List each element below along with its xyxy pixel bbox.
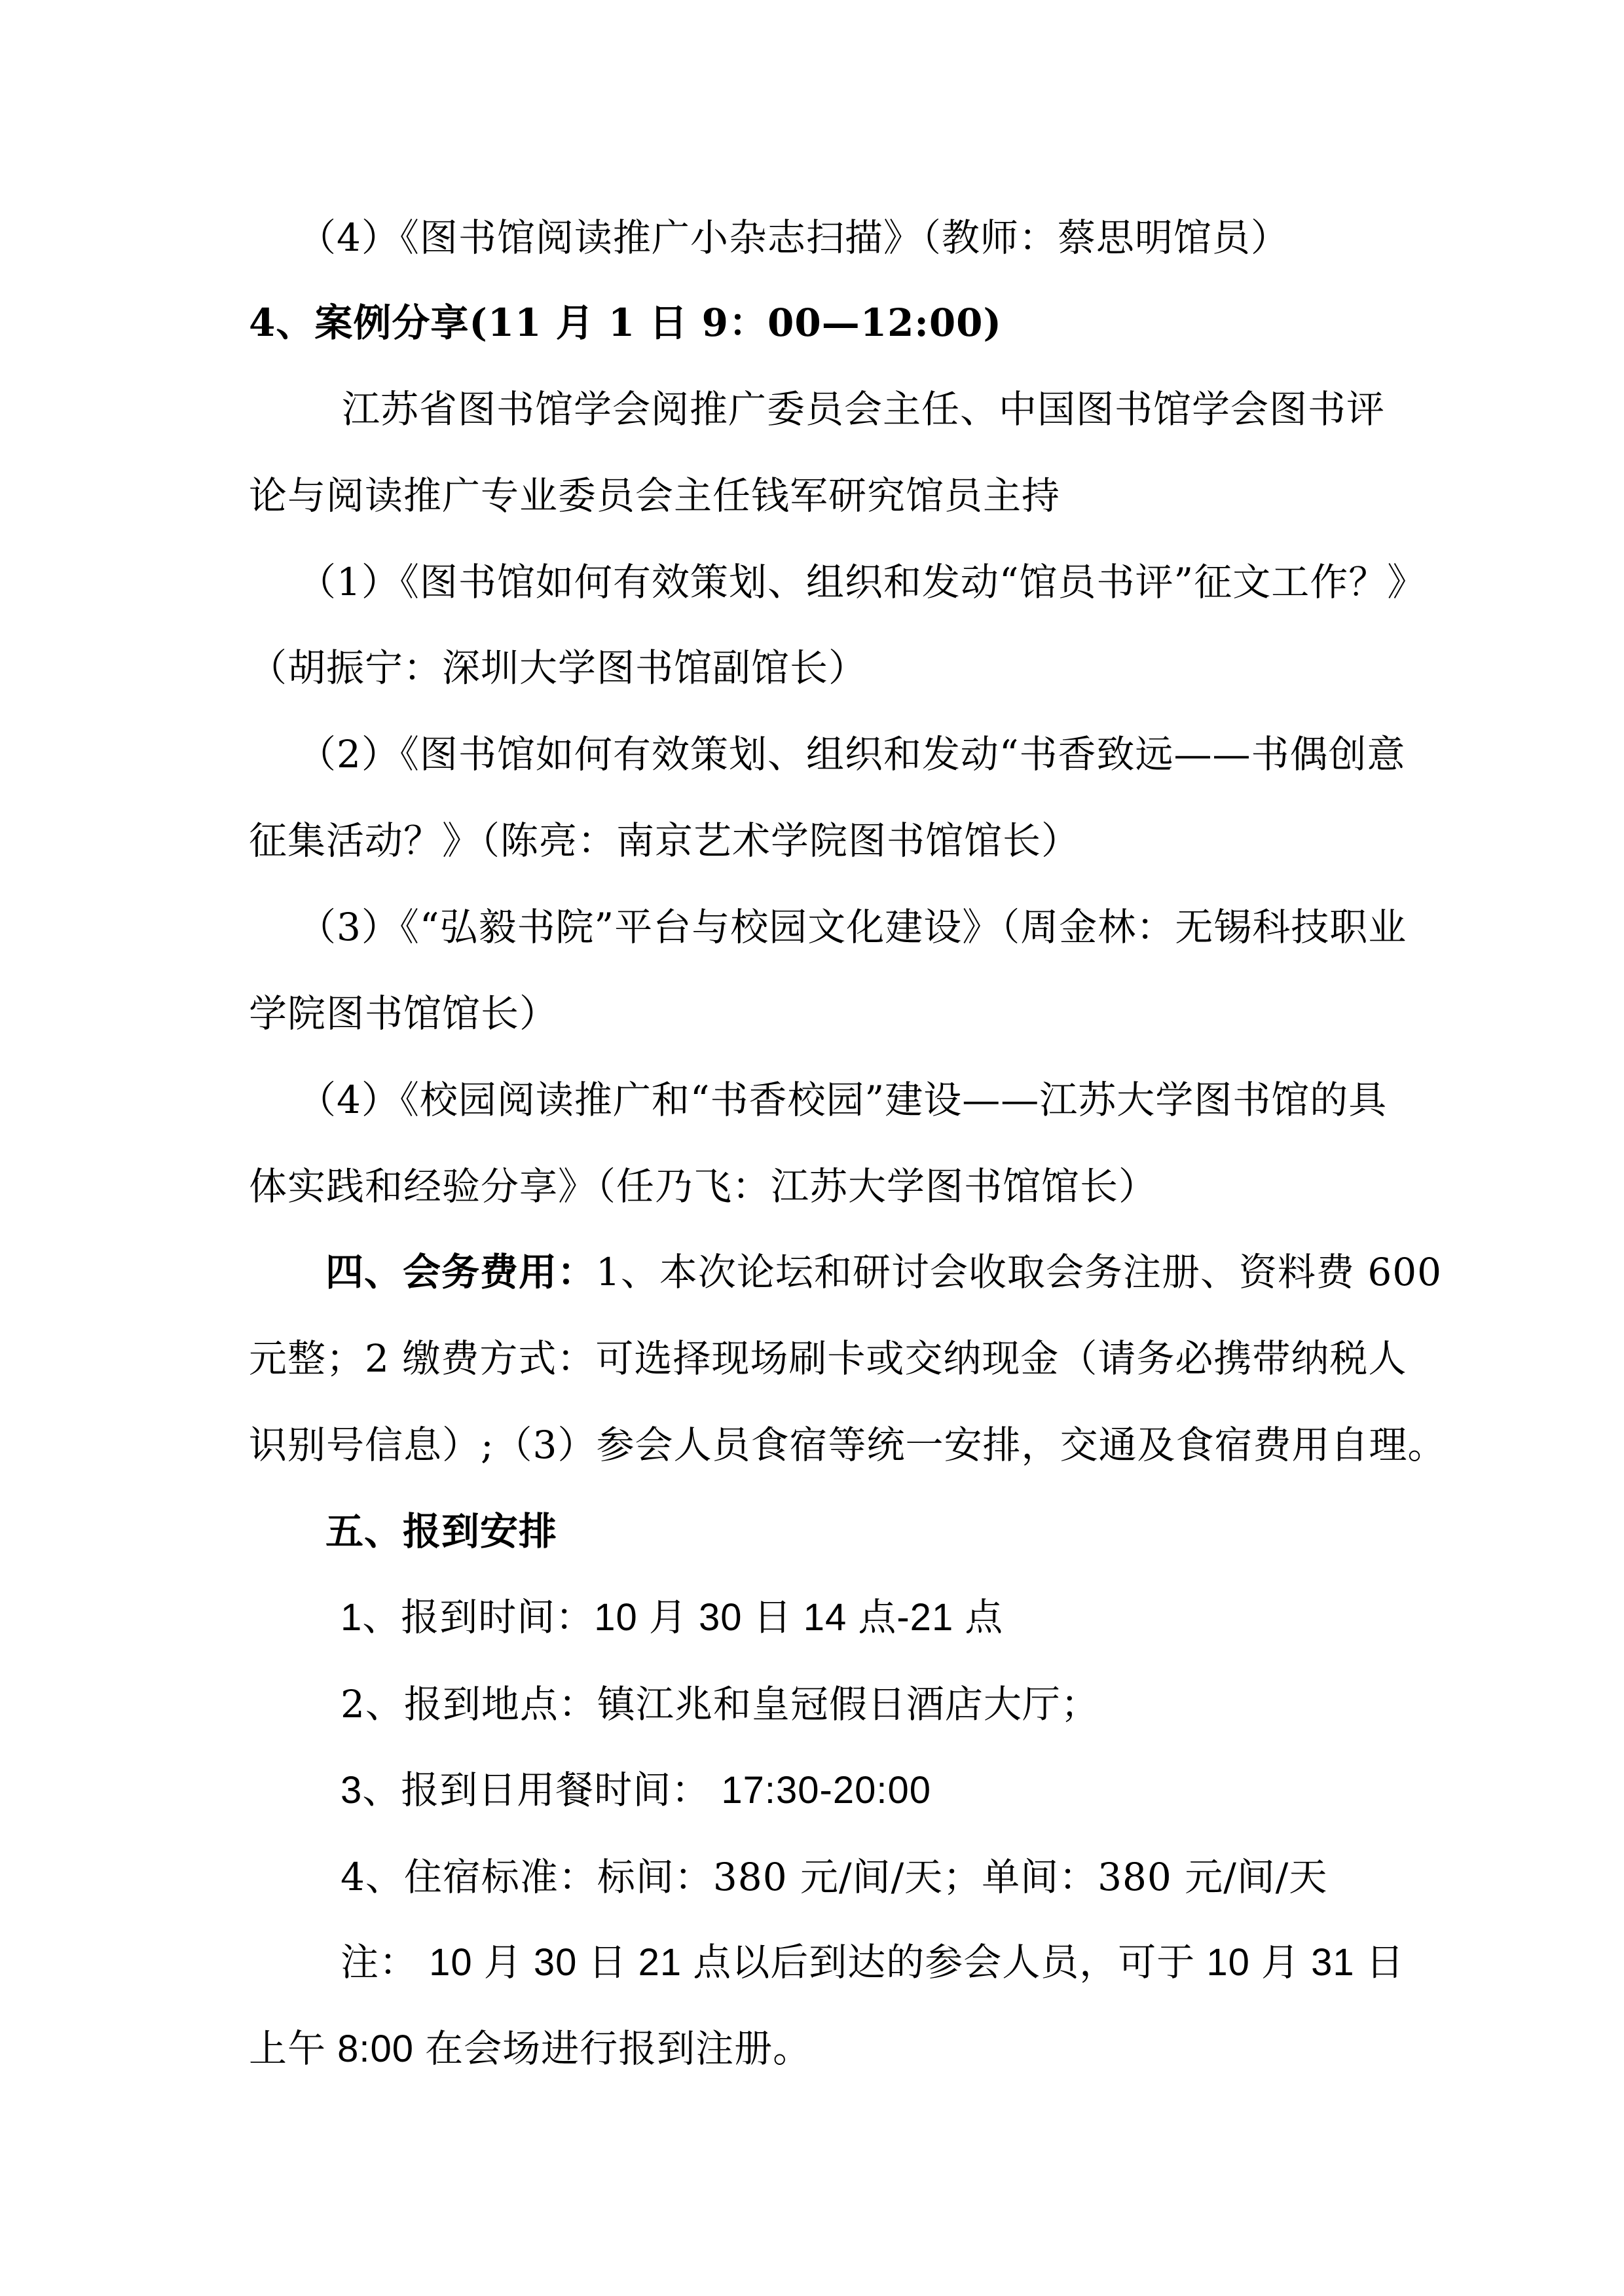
- accommodation-standard: 4、住宿标准：标间：380 元/间/天；单间：380 元/间/天: [341, 1855, 1328, 1899]
- fees-heading: 四、会务费用：: [325, 1250, 597, 1294]
- case-item-3-line-1: （3）《“弘毅书院”平台与校园文化建设》（周金林：无锡科技职业: [298, 905, 1407, 949]
- case-item-1-line-2: （胡振宁：深圳大学图书馆副馆长）: [249, 646, 868, 690]
- case-item-4-line-1: （4）《校园阅读推广和“书香校园”建设——江苏大学图书馆的具: [298, 1078, 1388, 1122]
- registration-time: 1、报到时间：10 月 30 日 14 点-21 点: [341, 1596, 1004, 1639]
- fees-paragraph-line-2: 元整；2 缴费方式：可选择现场刷卡或交纳现金（请务必携带纳税人: [249, 1336, 1407, 1381]
- case-sharing-host-line-1: 江苏省图书馆学会阅推广委员会主任、中国图书馆学会图书评: [342, 387, 1386, 431]
- fees-paragraph-line-3: 识别号信息）;（3）参会人员食宿等统一安排，交通及食宿费用自理。: [249, 1423, 1447, 1467]
- note-line-1: 注： 10 月 30 日 21 点以后到达的参会人员，可于 10 月 31 日: [341, 1941, 1405, 1984]
- section-heading-case-sharing: 4、案例分享(11 月 1 日 9：00—12:00): [249, 301, 1002, 345]
- case-item-1-line-1: （1）《图书馆如何有效策划、组织和发动“馆员书评”征文工作？》: [298, 560, 1426, 604]
- case-item-2-line-2: 征集活动？》（陈亮：南京艺术学院图书馆馆长）: [249, 818, 1080, 863]
- fees-text: 1、本次论坛和研讨会收取会务注册、资料费 600: [596, 1250, 1443, 1294]
- case-item-3-line-2: 学院图书馆馆长）: [249, 991, 559, 1036]
- registration-meal-time: 3、报到日用餐时间： 17:30-20:00: [341, 1769, 931, 1812]
- note-line-2: 上午 8:00 在会场进行报到注册。: [249, 2028, 812, 2070]
- case-item-4-line-2: 体实践和经验分享》（任乃飞：江苏大学图书馆馆长）: [249, 1164, 1158, 1209]
- section-3-item-4: （4）《图书馆阅读推广小杂志扫描》（教师：蔡思明馆员）: [298, 215, 1289, 260]
- fees-paragraph-line-1: [325, 1249, 1442, 1295]
- section-heading-registration: 五、报到安排: [325, 1509, 558, 1554]
- case-sharing-host-line-2: 论与阅读推广专业委员会主任钱军研究馆员主持: [249, 473, 1061, 518]
- registration-location: 2、报到地点：镇江兆和皇冠假日酒店大厅；: [341, 1682, 1099, 1726]
- case-item-2-line-1: （2）《图书馆如何有效策划、组织和发动“书香致远——书偶创意: [298, 732, 1406, 776]
